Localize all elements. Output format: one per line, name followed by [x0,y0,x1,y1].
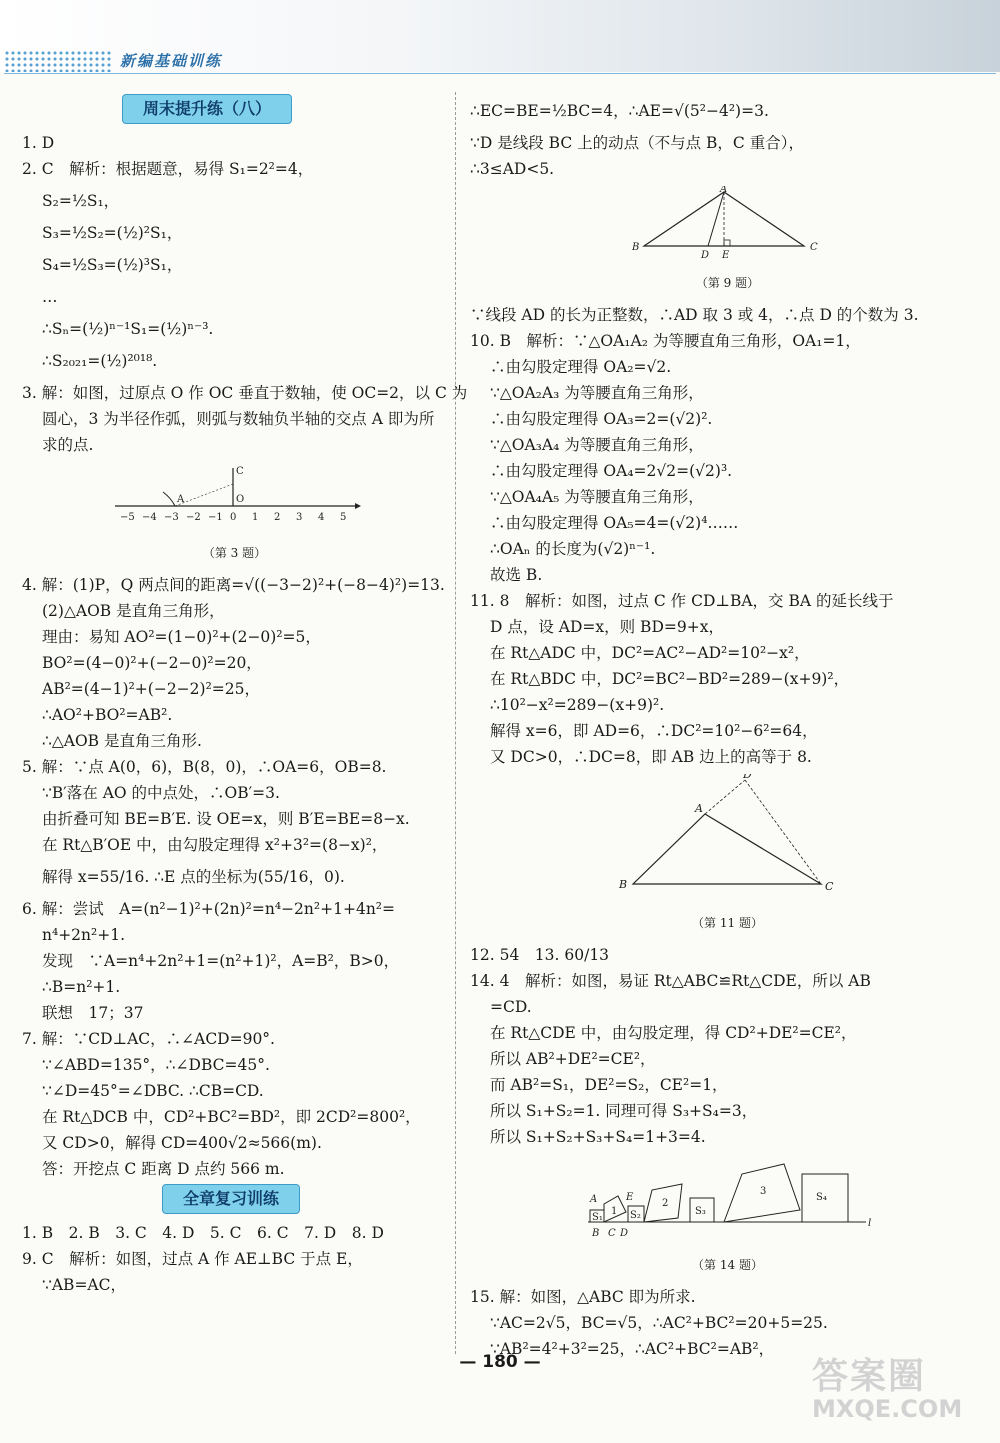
answer-10-line: ∴OAₙ 的长度为(√2)ⁿ⁻¹. [490,540,656,558]
answer-5: 5. 解：∵点 A(0，6)，B(8，0)，∴OA=6，OB=8. [22,758,387,776]
fig14-label-s3: S₃ [694,1206,706,1217]
answer-2-line: S₂=½S₁， [42,192,120,210]
review-answer-9-line: ∵AB=AC， [42,1276,126,1294]
fig14-label-2: 2 [661,1198,668,1209]
answer-10-line: ∵△OA₂A₃ 为等腰直角三角形， [490,384,704,402]
answer-11-line: 解得 x=6，即 AD=6，∴DC²=10²−6²=64， [490,722,818,740]
answer-5-line: ∵B′落在 AO 的中点处，∴OB′=3. [42,784,280,802]
page-number: — 180 — [459,1352,541,1372]
fig14-label-1: 1 [610,1206,617,1217]
answer-6-line: 联想 17；37 [42,1004,144,1022]
answer-1: 1. D [22,134,55,152]
answer-2-line: … [42,288,58,306]
answer-6-line: n⁴+2n²+1. [42,926,126,944]
header-title: 新编基础训练 [120,52,223,70]
answer-11: 11. 8 解析：如图，过点 C 作 CD⊥BA，交 BA 的延长线于 [470,592,894,610]
answer-4-line: BO²=(4−0)²+(−2−0)²=20， [42,654,262,672]
fig9-label-a: A [719,186,727,195]
figure-11-triangle [470,774,985,906]
answer-9-cont: ∴3≤AD<5. [470,160,555,178]
fig3-label-a: A [176,494,184,505]
answer-11-line: 在 Rt△BDC 中，DC²=BC²−BD²=289−(x+9)²， [490,670,850,688]
left-column [22,92,468,1298]
fig14-label-s1: S₁ [591,1212,603,1223]
answer-15-line: ∵AC=2√5，BC=√5，∴AC²+BC²=20+5=25. [490,1314,828,1332]
fig14-label-3: 3 [759,1186,766,1197]
answer-2-line: ∴Sₙ=(½)ⁿ⁻¹S₁=(½)ⁿ⁻³. [42,320,214,338]
watermark-line-2: MXQE.COM [812,1395,963,1423]
fig11-label-c: C [824,880,833,893]
answer-7-line: ∵∠D=45°=∠DBC. ∴CB=CD. [42,1082,264,1100]
answer-11-line: D 点，设 AD=x，则 BD=9+x， [490,618,724,636]
header-dots-decoration [4,50,112,72]
section-title-review: 全章复习训练 [162,1184,300,1214]
answer-5-line: 在 Rt△B′OE 中，由勾股定理得 x²+3²=(8−x)²， [42,836,388,854]
answer-7-line: 答：开挖点 C 距离 D 点约 566 m. [42,1160,285,1178]
figure-11-caption: （第 11 题） [692,916,763,930]
fig14-label-l: l [867,1218,871,1229]
answer-3: 3. 解：如图，过原点 O 作 OC 垂直于数轴，使 OC=2，以 C 为 [22,384,468,402]
figure-14-squares [470,1154,985,1248]
answer-6: 6. 解：尝试 A=(n²−1)²+(2n)²=n⁴−2n²+1+4n²= [22,900,395,918]
fig3-tick: 2 [273,512,280,523]
review-answer-9: 9. C 解析：如图，过点 A 作 AE⊥BC 于点 E， [22,1250,363,1268]
fig9-label-c: C [809,242,818,253]
answer-3-line: 圆心，3 为半径作弧，则弧与数轴负半轴的交点 A 即为所 [42,410,435,428]
column-divider [455,92,456,1354]
answer-14-line: 所以 S₁+S₂=1. 同理可得 S₃+S₄=3， [490,1102,758,1120]
section-title-weekly: 周末提升练（八） [122,94,292,124]
fig11-label-b: B [618,878,627,891]
fig3-tick: 1 [251,512,258,523]
answer-14-line: 所以 AB²+DE²=CE²， [490,1050,656,1068]
answer-7: 7. 解：∵CD⊥AC，∴∠ACD=90°. [22,1030,275,1048]
figure-3-number-line [22,462,447,536]
answer-14-line: =CD. [490,998,532,1016]
fig14-label-s4: S₄ [815,1192,827,1203]
answer-11-line: 在 Rt△ADC 中，DC²=AC²−AD²=10²−x²， [490,644,810,662]
answer-7-line: 又 CD>0，解得 CD=400√2≈566(m). [42,1134,322,1152]
answer-5-line: 由折叠可知 BE=B′E. 设 OE=x，则 B′E=BE=8−x. [42,810,410,828]
answer-10-line: ∵△OA₄A₅ 为等腰直角三角形， [490,488,704,506]
fig14-label-d: D [619,1228,628,1239]
answer-2-line: ∴S₂₀₂₁=(½)²⁰¹⁸. [42,352,158,370]
figure-3-caption: （第 3 题） [202,546,267,560]
answer-10-line: ∵△OA₃A₄ 为等腰直角三角形， [490,436,704,454]
fig14-label-c: C [607,1228,616,1239]
answer-10-line: ∴由勾股定理得 OA₅=4=(√2)⁴…… [490,514,739,532]
fig3-label-o: O [235,494,244,505]
answer-12-13: 12. 54 13. 60/13 [470,946,610,964]
fig3-tick: −5 [119,512,135,523]
answer-9-conclusion: ∵线段 AD 的长为正整数，∴AD 取 3 或 4，∴点 D 的个数为 3. [470,306,919,324]
fig11-label-d: D [742,774,752,781]
answer-10-line: ∴由勾股定理得 OA₂=√2. [490,358,672,376]
fig11-label-a: A [694,802,703,815]
fig3-tick: 0 [229,512,236,523]
answer-4-line: (2)△AOB 是直角三角形， [42,602,225,620]
fig14-label-a: A [589,1194,597,1205]
answer-2-line: S₃=½S₂=(½)²S₁， [42,224,183,242]
answer-2: 2. C 解析：根据题意，易得 S₁=2²=4， [22,160,314,178]
header-rule [4,73,996,74]
answer-4-line: 理由：易知 AO²=(1−0)²+(2−0)²=5， [42,628,321,646]
figure-14-caption: （第 14 题） [692,1258,763,1272]
fig14-label-b: B [591,1228,599,1239]
answer-14-line: 在 Rt△CDE 中，由勾股定理，得 CD²+DE²=CE²， [490,1024,857,1042]
right-column [470,92,985,1362]
fig3-tick: −4 [141,512,157,523]
answer-4-line: AB²=(4−1)²+(−2−2)²=25， [42,680,261,698]
fig3-tick: −1 [207,512,223,523]
fig3-tick: 5 [339,512,346,523]
answer-4-line: ∴AO²+BO²=AB². [42,706,173,724]
answer-10: 10. B 解析：∵△OA₁A₂ 为等腰直角三角形，OA₁=1， [470,332,861,350]
answer-14-line: 而 AB²=S₁，DE²=S₂，CE²=1， [490,1076,728,1094]
answer-14: 14. 4 解析：如图，易证 Rt△ABC≌Rt△CDE，所以 AB [470,972,871,990]
answer-3-line: 求的点. [42,436,94,454]
fig3-tick: −2 [185,512,201,523]
fig14-label-s2: S₂ [629,1210,641,1221]
answer-9-cont: ∵D 是线段 BC 上的动点（不与点 B，C 重合）， [470,134,804,152]
answer-2-line: S₄=½S₃=(½)³S₁， [42,256,183,274]
answer-4-line: ∴△AOB 是直角三角形. [42,732,202,750]
answer-10-line: 故选 B. [490,566,543,584]
watermark-logo [812,1348,962,1423]
answer-15: 15. 解：如图，△ABC 即为所求. [470,1288,696,1306]
answer-10-line: ∴由勾股定理得 OA₃=2=(√2)². [490,410,713,428]
figure-9-triangle [470,186,985,266]
fig9-label-b: B [631,242,639,253]
answer-10-line: ∴由勾股定理得 OA₄=2√2=(√2)³. [490,462,733,480]
answer-6-line: ∴B=n²+1. [42,978,121,996]
answer-7-line: ∵∠ABD=135°，∴∠DBC=45°. [42,1056,270,1074]
fig3-tick: 3 [295,512,302,523]
answer-11-line: ∴10²−x²=289−(x+9)². [490,696,665,714]
answer-15-line: ∵AB²=4²+3²=25，∴AC²+BC²=AB²， [490,1340,775,1358]
watermark-line-1: 答案圈 [812,1356,927,1397]
fig9-label-e: E [721,250,729,258]
fig3-tick: −3 [163,512,179,523]
fig14-label-e: E [625,1192,633,1203]
answer-4: 4. 解：(1)P，Q 两点间的距离=√((−3−2)²+(−8−4)²)=13. [22,576,445,594]
fig3-label-c: C [235,466,244,477]
fig3-tick: 4 [317,512,324,523]
answer-9-cont: ∴EC=BE=½BC=4，∴AE=√(5²−4²)=3. [470,102,769,120]
answer-11-line: 又 DC>0，∴DC=8，即 AB 边上的高等于 8. [490,748,812,766]
answer-14-line: 所以 S₁+S₂+S₃+S₄=1+3=4. [490,1128,706,1146]
answer-6-line: 发现 ∵A=n⁴+2n²+1=(n²+1)²，A=B²，B>0， [42,952,400,970]
answer-5-line: 解得 x=55/16. ∴E 点的坐标为(55/16，0). [42,868,345,886]
review-answers-1-8: 1. B 2. B 3. C 4. D 5. C 6. C 7. D 8. D [22,1224,384,1242]
fig9-label-d: D [700,250,709,258]
answer-7-line: 在 Rt△DCB 中，CD²+BC²=BD²，即 2CD²=800²， [42,1108,421,1126]
figure-9-caption: （第 9 题） [695,276,760,290]
